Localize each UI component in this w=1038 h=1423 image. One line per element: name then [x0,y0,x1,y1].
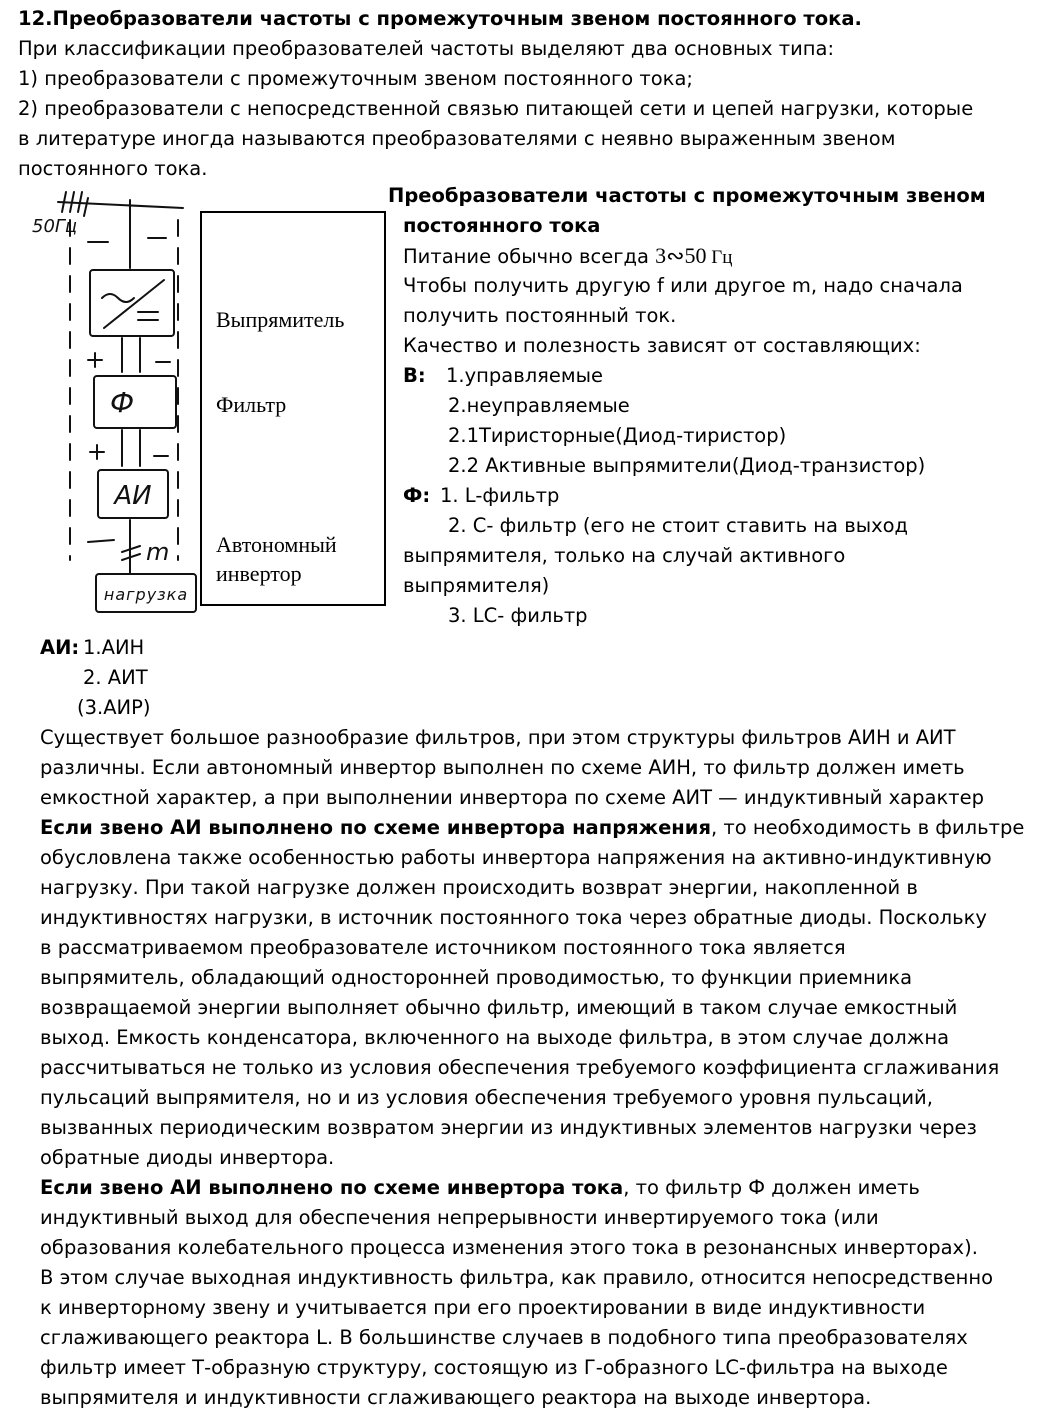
legend-box [200,211,386,606]
supply-line [58,202,183,208]
legend-inverter-line2: инвертор [216,561,302,586]
paragraph-line: возвращаемой энергии выполняет обычно фильтр, имеющий в таком случае емкостный [40,996,958,1019]
current-inverter-emphasis: Если звено АИ выполнено по схеме инвертора тока [40,1176,624,1199]
paragraph-text: , то фильтр Ф должен иметь [623,1176,920,1199]
inverter-item: (3.АИР) [77,696,151,719]
legend-rectifier: Выпрямитель [216,307,345,332]
text-line: Качество и полезность зависят от составляющих: [403,334,921,357]
paragraph-line: рассчитываться не только из условия обеспечения требуемого коэффициента сглаживания [40,1056,1000,1079]
paragraph-line: обратные диоды инвертора. [40,1146,335,1169]
rectifier-item: 2.2 Активные выпрямители(Диод-транзистор) [448,454,926,477]
filter-item: выпрямителя, только на случай активного [403,544,846,567]
rectifier-label: В: [403,364,426,387]
filter-letter: Ф [109,386,135,419]
section-heading: Преобразователи частоты с промежуточным звеном [388,184,986,207]
paragraph-line: нагрузку. При такой нагрузке должен происходить возврат энергии, накопленной в [40,876,918,899]
paragraph-line: емкостной характер, а при выполнении инвертора по схеме АИТ — индуктивный характер [40,786,984,809]
load-label: нагрузка [103,585,189,604]
supply-unit: Гц [706,247,733,268]
paragraph-line: выпрямителя и индуктивности сглаживающего реактора на выходе инвертора. [40,1386,872,1409]
paragraph-line: образования колебательного процесса изменения этого тока в резонансных инверторах). [40,1236,978,1259]
paragraph-line [40,1173,920,1203]
inverter-label: АИ: [40,636,80,659]
filter-item: 2. С- фильтр (его не стоит ставить на выход [448,514,909,537]
freq-label: 50Гц [32,216,78,237]
text-line: Чтобы получить другую f или другое m, надо сначала [403,274,963,297]
intro-line: постоянного тока. [18,157,208,180]
rectifier-item: 1.управляемые [446,364,604,387]
text-line: получить постоянный ток. [403,304,677,327]
paragraph-line: различны. Если автономный инвертор выполнен по схеме АИН, то фильтр должен иметь [40,756,965,779]
paragraph-line: к инверторному звену и учитывается при его проектировании в виде индуктивности [40,1296,926,1319]
supply-line-text [403,241,732,273]
rectifier-block [90,270,174,336]
intro-line: в литературе иногда называются преобразователями с неявно выраженным звеном [18,127,896,150]
intro-line: 2) преобразователи с непосредственной связью питающей сети и цепей нагрузки, которые [18,97,974,120]
hand-drawn-block-diagram [18,180,198,630]
supply-prefix: Питание обычно всегда [403,245,656,268]
paragraph-line: Существует большое разнообразие фильтров, при этом структуры фильтров АИН и АИТ [40,726,956,749]
paragraph-line: сглаживающего реактора L. В большинстве случаев в подобного типа преобразователях [40,1326,968,1349]
supply-value: 3∾50 [655,243,707,268]
filter-block [94,376,176,428]
section-heading-cont: постоянного тока [403,214,601,237]
intro-line: 1) преобразователи с промежуточным звеном постоянного тока; [18,67,693,90]
page-title: 12.Преобразователи частоты с промежуточным звеном постоянного тока. [18,7,862,30]
paragraph-line: пульсаций выпрямителя, но и из условия обеспечения требуемого уровня пульсаций, [40,1086,933,1109]
filter-label: Ф: [403,484,431,507]
paragraph-text: , то необходимость в фильтре [710,816,1025,839]
m-label: m [146,538,170,566]
legend-filter: Фильтр [216,392,287,417]
rectifier-item: 2.неуправляемые [448,394,630,417]
filter-item: 1. L-фильтр [440,484,560,507]
inverter-letters: АИ [114,481,152,511]
paragraph-line: индуктивный выход для обеспечения непрерывности инвертируемого тока (или [40,1206,879,1229]
filter-item: выпрямителя) [403,574,550,597]
paragraph-line: в рассматриваемом преобразователе источником постоянного тока является [40,936,846,959]
paragraph-line: выпрямитель, обладающий односторонней проводимостью, то функции приемника [40,966,913,989]
paragraph-line [40,813,1024,843]
filter-item: 3. LC- фильтр [448,604,588,627]
paragraph-line: фильтр имеет Т-образную структуру, состоящую из Г-образного LC-фильтра на выходе [40,1356,948,1379]
intro-line: При классификации преобразователей частоты выделяют два основных типа: [18,37,835,60]
inverter-item: 2. АИТ [83,666,148,689]
voltage-inverter-emphasis: Если звено АИ выполнено по схеме инвертора напряжения [40,816,711,839]
paragraph-line: обусловлена также особенностью работы инвертора напряжения на активно-индуктивную [40,846,992,869]
paragraph-line: вызванных периодическим возвратом энергии из индуктивных элементов нагрузки через [40,1116,977,1139]
inverter-item: 1.АИН [83,636,145,659]
rectifier-item: 2.1Тиристорные(Диод-тиристор) [448,424,787,447]
paragraph-line: выход. Емкость конденсатора, включенного на выходе фильтра, в этом случае должна [40,1026,950,1049]
paragraph-line: В этом случае выходная индуктивность фильтра, как правило, относится непосредственно [40,1266,994,1289]
paragraph-line: индуктивностях нагрузки, в источник постоянного тока через обратные диоды. Поскольку [40,906,987,929]
legend-inverter-line1: Автономный [216,532,337,557]
